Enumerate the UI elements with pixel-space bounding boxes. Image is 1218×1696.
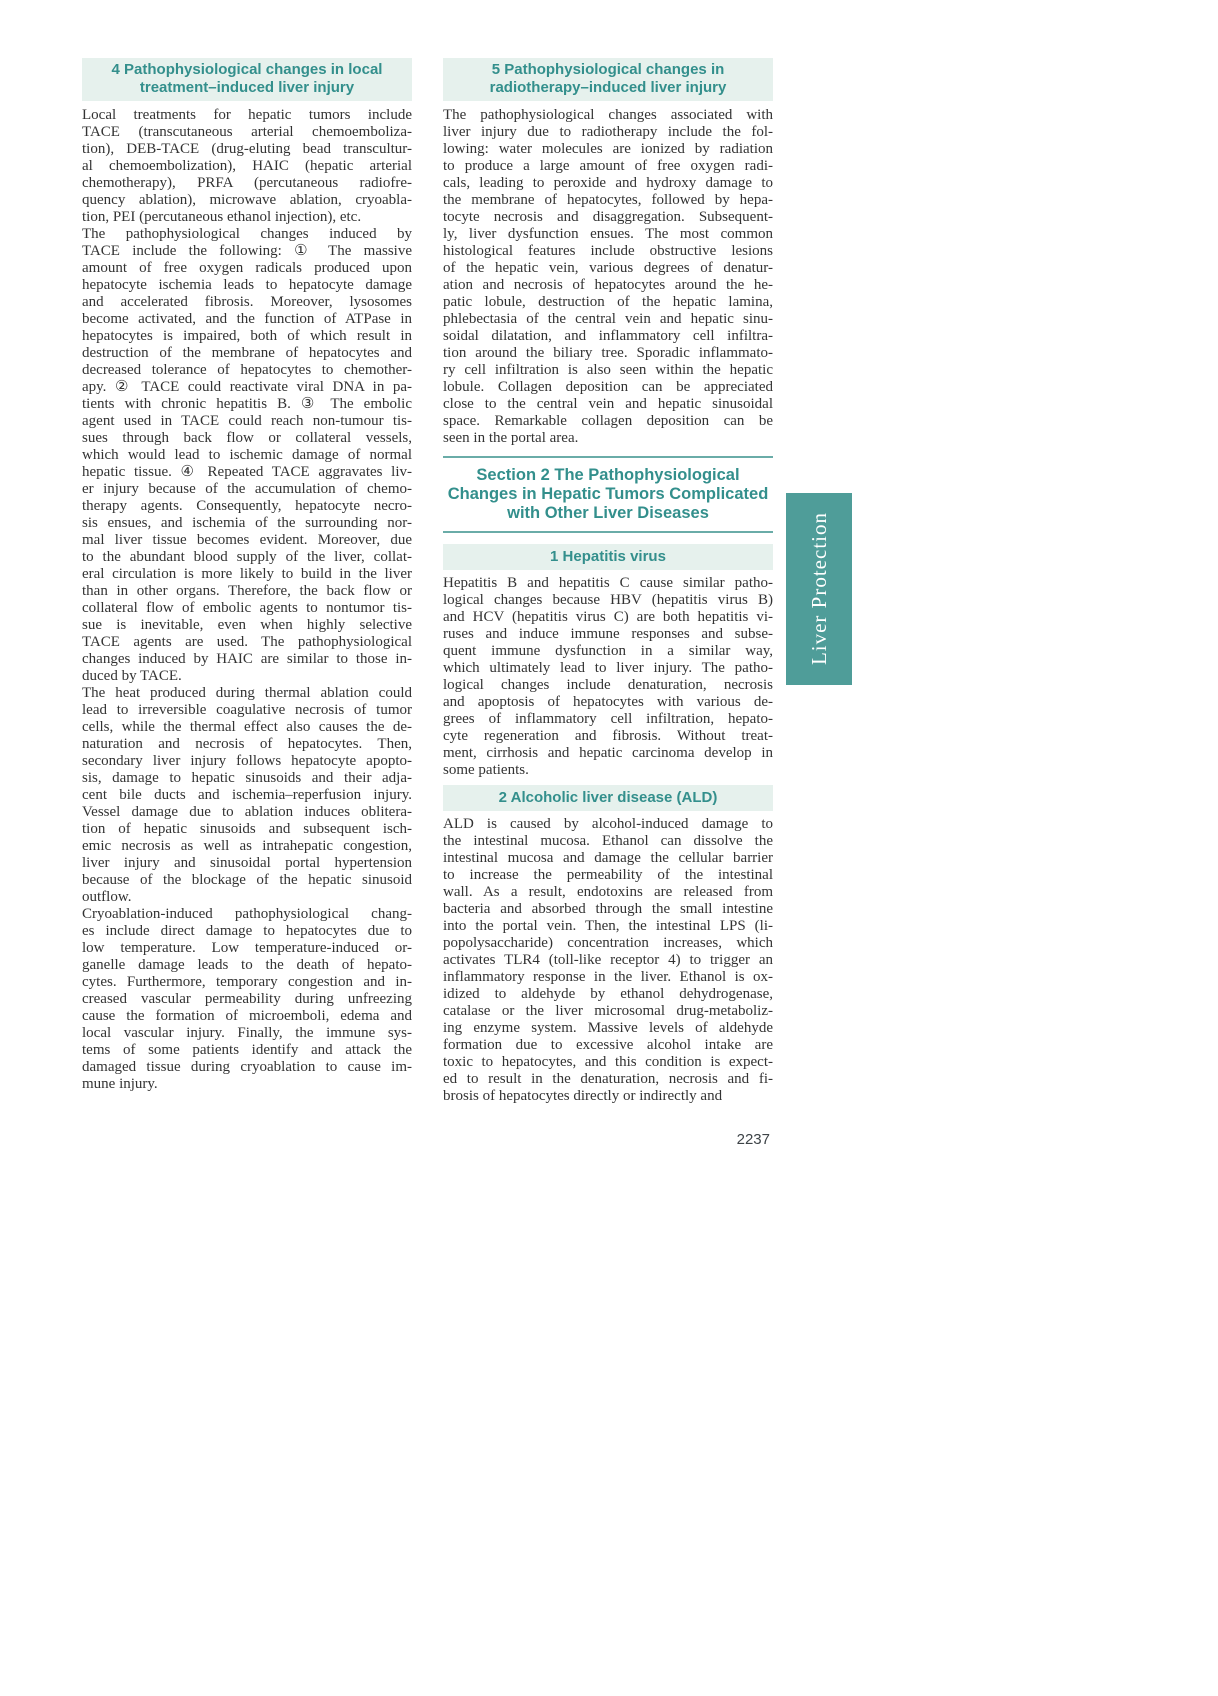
text-line: with Other Liver Diseases [507, 504, 709, 522]
text-line: Local treatments for hepatic tumors include [82, 107, 412, 123]
text-line: lead to irreversible coagulative necrosis of tumor [82, 702, 412, 718]
text-line: Hepatitis B and hepatitis C cause similar patho- [443, 575, 773, 591]
text-line: Changes in Hepatic Tumors Complicated [447, 485, 769, 503]
text-line: brosis of hepatocytes directly or indirectly and [443, 1088, 723, 1104]
text-line: cause the formation of microemboli, edema and [82, 1008, 412, 1024]
text-line: cells, while the thermal effect also causes the de- [82, 719, 412, 735]
text-line: hepatocyte ischemia leads to hepatocyte damage [82, 277, 412, 293]
text-line: idized to aldehyde by ethanol dehydrogenase, [443, 986, 773, 1002]
text-line: mal liver tissue becomes evident. Moreover, due [82, 532, 412, 548]
text-line: tocyte necrosis and disaggregation. Subsequent- [443, 209, 773, 225]
text-line: tems of some patients identify and attack the [82, 1042, 412, 1058]
text-line: the intestinal mucosa. Ethanol can dissolve the [443, 833, 773, 849]
text-line: hepatic tissue. ④ Repeated TACE aggravates liv- [82, 464, 412, 480]
right-column [443, 58, 773, 1105]
text-line: ALD is caused by alcohol-induced damage to [443, 816, 773, 832]
left-column [82, 58, 412, 1093]
text-line: sue is inevitable, even when highly selective [82, 617, 412, 633]
text-line: creased vascular permeability during unfreezing [82, 991, 412, 1007]
text-line: Section 2 The Pathophysiological [476, 466, 740, 484]
text-line: ly, liver dysfunction ensues. The most common [443, 226, 773, 242]
text-line: hepatocytes is impaired, both of which result in [82, 328, 412, 344]
text-line: 4 Pathophysiological changes in local [111, 61, 383, 78]
text-line: low temperature. Low temperature-induced or- [82, 940, 412, 956]
text-line: become activated, and the function of ATPase in [82, 311, 412, 327]
text-line: of the hepatic vein, various degrees of denatur- [443, 260, 773, 276]
text-line: intestinal mucosa and damage the cellular barrier [443, 850, 773, 866]
subsection-heading [443, 544, 773, 570]
page-number: 2237 [736, 1131, 770, 1148]
text-line: al chemoembolization), HAIC (hepatic arterial [82, 158, 412, 174]
text-line: ganelle damage leads to the death of hepato- [82, 957, 412, 973]
text-line: and accelerated fibrosis. Moreover, lysosomes [82, 294, 412, 310]
text-line: to increase the permeability of the intestinal [443, 867, 773, 883]
text-line: changes induced by HAIC are similar to those in- [82, 651, 412, 667]
text-line: cytes. Furthermore, temporary congestion and in- [82, 974, 412, 990]
text-line: ry cell infiltration is also seen within the hepatic [443, 362, 773, 378]
text-line: eral circulation is more likely to build in the liver [82, 566, 412, 582]
column-heading [82, 58, 412, 101]
text-line: liver injury due to radiotherapy include the fol- [443, 124, 773, 140]
text-line: therapy agents. Consequently, hepatocyte necro- [82, 498, 412, 514]
text-line: 2 Alcoholic liver disease (ALD) [498, 789, 718, 806]
text-line: lobule. Collagen deposition can be appreciated [443, 379, 773, 395]
text-line: than in other organs. Therefore, the back flow or [82, 583, 412, 599]
paragraph [82, 906, 412, 1093]
paragraph [82, 226, 412, 685]
text-line: ation and necrosis of hepatocytes around the he- [443, 277, 773, 293]
text-line: some patients. [443, 762, 529, 778]
text-line: tion around the biliary tree. Sporadic inflammato- [443, 345, 773, 361]
text-line: tion, PEI (percutaneous ethanol injection), etc. [82, 209, 362, 225]
chapter-tab-label: Liver Protection [806, 512, 831, 666]
text-line: logical changes include denaturation, necrosis [443, 677, 773, 693]
text-line: formation due to excessive alcohol intake are [443, 1037, 773, 1053]
text-line: cyte regeneration and fibrosis. Without treat- [443, 728, 773, 744]
text-line: apy. ② TACE could reactivate viral DNA in pa- [82, 379, 412, 395]
text-line: TACE include the following: ① The massive [82, 243, 412, 259]
text-line: close to the central vein and hepatic sinusoidal [443, 396, 773, 412]
text-line: the membrane of hepatocytes, followed by hepa- [443, 192, 773, 208]
text-line: patic lobule, destruction of the hepatic lamina, [443, 294, 773, 310]
text-line: collateral flow of embolic agents to nontumor tis- [82, 600, 412, 616]
text-line: sis, damage to hepatic sinusoids and their adja- [82, 770, 412, 786]
text-line: activates TLR4 (toll-like receptor 4) to trigger an [443, 952, 773, 968]
text-line: because of the blockage of the hepatic sinusoid [82, 872, 412, 888]
text-line: ing enzyme system. Massive levels of aldehyde [443, 1020, 773, 1036]
paragraph [82, 107, 412, 226]
text-line: ed to result in the denaturation, necrosis and fi- [443, 1071, 773, 1087]
text-line: mune injury. [82, 1076, 158, 1092]
text-line: sues through back flow or collateral vessels, [82, 430, 412, 446]
text-line: into the portal vein. Then, the intestinal LPS (li- [443, 918, 773, 934]
text-line: which would lead to ischemic damage of normal [82, 447, 412, 463]
text-line: cent bile ducts and ischemia–reperfusion injury. [82, 787, 412, 803]
text-line: tion), DEB-TACE (drug-eluting bead transcultur- [82, 141, 412, 157]
text-line: secondary liver injury follows hepatocyte apopto- [82, 753, 412, 769]
text-line: logical changes because HBV (hepatitis virus B) [443, 592, 773, 608]
text-line: seen in the portal area. [443, 430, 579, 446]
text-line: wall. As a result, endotoxins are released from [443, 884, 773, 900]
text-line: naturation and necrosis of hepatocytes. Then, [82, 736, 412, 752]
text-line: space. Remarkable collagen deposition can be [443, 413, 773, 429]
text-line: catalase or the liver microsomal drug-metaboliz- [443, 1003, 773, 1019]
text-line: grees of inflammatory cell infiltration, hepato- [443, 711, 773, 727]
section-heading [443, 456, 773, 533]
text-line: ruses and induce immune responses and subse- [443, 626, 773, 642]
subsection-heading [443, 785, 773, 811]
text-line: local vascular injury. Finally, the immune sys- [82, 1025, 412, 1041]
text-line: lowing: water molecules are ionized by radiation [443, 141, 773, 157]
text-line: chemotherapy), PRFA (percutaneous radiofre- [82, 175, 412, 191]
paragraph [443, 107, 773, 447]
text-line: The pathophysiological changes induced by [82, 226, 412, 242]
text-line: popolysaccharide) concentration increases, which [443, 935, 773, 951]
paragraph [82, 685, 412, 906]
text-line: ment, cirrhosis and hepatic carcinoma develop in [443, 745, 773, 761]
text-line: emic necrosis as well as intrahepatic congestion, [82, 838, 412, 854]
text-line: and HCV (hepatitis virus C) are both hepatitis vi- [443, 609, 773, 625]
text-line: soidal dilatation, and inflammatory cell infiltra- [443, 328, 773, 344]
text-line: sis ensues, and ischemia of the surrounding nor- [82, 515, 412, 531]
text-line: Cryoablation-induced pathophysiological chang- [82, 906, 412, 922]
text-line: The heat produced during thermal ablation could [82, 685, 412, 701]
text-line: tion of hepatic sinusoids and subsequent isch- [82, 821, 412, 837]
text-line: The pathophysiological changes associated with [443, 107, 773, 123]
text-line: cals, leading to peroxide and hydroxy damage to [443, 175, 773, 191]
text-line: bacteria and absorbed through the small intestine [443, 901, 773, 917]
text-line: treatment–induced liver injury [139, 79, 355, 96]
text-line: decreased tolerance of hepatocytes to chemother- [82, 362, 412, 378]
chapter-tab [786, 493, 852, 685]
text-line: agent used in TACE could reach non-tumour tis- [82, 413, 412, 429]
text-line: TACE (transcutaneous arterial chemoemboliza- [82, 124, 412, 140]
text-line: 5 Pathophysiological changes in [491, 61, 725, 78]
text-line: amount of free oxygen radicals produced upon [82, 260, 412, 276]
text-line: toxic to hepatocytes, and this condition is expect- [443, 1054, 773, 1070]
text-line: er injury because of the accumulation of chemo- [82, 481, 412, 497]
text-line: tients with chronic hepatitis B. ③ The embolic [82, 396, 412, 412]
text-line: to produce a large amount of free oxygen radi- [443, 158, 773, 174]
text-line: inflammatory response in the liver. Ethanol is ox- [443, 969, 773, 985]
text-line: quent immune dysfunction in a similar way, [443, 643, 773, 659]
paragraph [443, 816, 773, 1105]
text-line: 1 Hepatitis virus [550, 548, 666, 565]
text-line: to the abundant blood supply of the liver, collat- [82, 549, 412, 565]
text-line: damaged tissue during cryoablation to cause im- [82, 1059, 412, 1075]
text-line: Vessel damage due to ablation induces oblitera- [82, 804, 412, 820]
text-line: radiotherapy–induced liver injury [489, 79, 727, 96]
text-line: destruction of the membrane of hepatocytes and [82, 345, 412, 361]
text-line: and apoptosis of hepatocytes with various de- [443, 694, 773, 710]
text-line: histological features include obstructive lesions [443, 243, 773, 259]
text-line: quency ablation), microwave ablation, cryoabla- [82, 192, 412, 208]
text-line: duced by TACE. [82, 668, 182, 684]
text-line: which ultimately lead to liver injury. The patho- [443, 660, 773, 676]
column-heading [443, 58, 773, 101]
text-line: outflow. [82, 889, 132, 905]
text-line: phlebectasia of the central vein and hepatic sinu- [443, 311, 773, 327]
text-line: es include direct damage to hepatocytes due to [82, 923, 412, 939]
paragraph [443, 575, 773, 779]
text-line: TACE agents are used. The pathophysiological [82, 634, 412, 650]
text-line: liver injury and sinusoidal portal hypertension [82, 855, 412, 871]
